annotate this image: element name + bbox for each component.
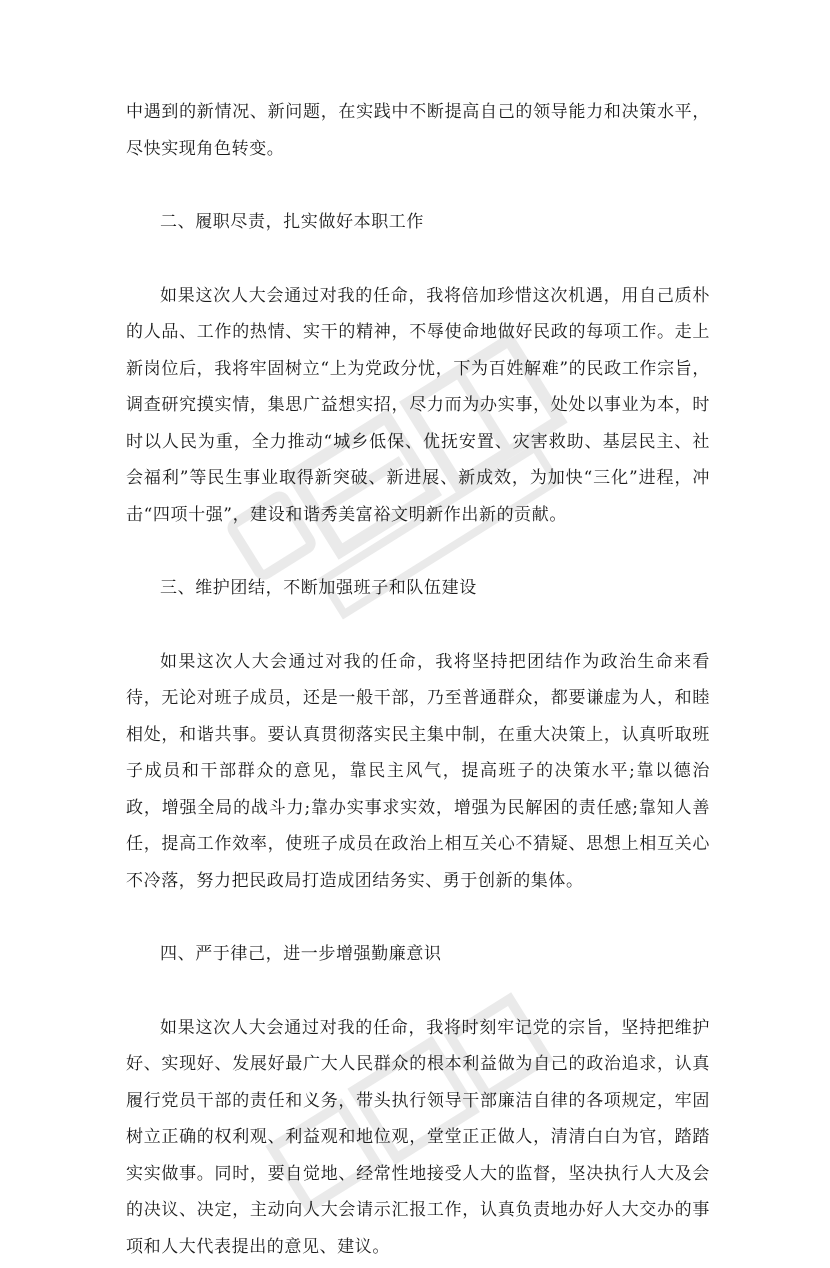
- section-heading-4: 四、严于律己，进一步增强勤廉意识: [160, 944, 442, 964]
- document-body: [126, 94, 710, 1265]
- section-paragraph-2: 如果这次人大会通过对我的任命，我将倍加珍惜这次机遇，用自己质朴的人品、工作的热情、实干的精神，不辱使命地做好民政的每项工作。走上新岗位后，我将牢固树立“上为党政分忧，下为百姓解难”的民政工作宗旨，调查研究摸实情，集思广益想实招，尽力而为办实事，处处以事业为本，时时以人民为重，全力推动“城乡低保、优抚安置、灾害救助、基层民主、社会福利”等民生事业取得新突破、新进展、新成效，为加快“三化”进程，冲击“四项十强”，建设和谐秀美富裕文明新作出新的贡献。: [126, 285, 710, 525]
- section-heading-3: 三、维护团结，不断加强班子和队伍建设: [160, 578, 477, 598]
- section-paragraph-4: 如果这次人大会通过对我的任命，我将时刻牢记党的宗旨，坚持把维护好、实现好、发展好最广大人民群众的根本利益做为自己的政治追求，认真履行党员干部的责任和义务，带头执行领导干部廉洁自律的各项规定，牢固树立正确的权利观、利益观和地位观，堂堂正正做人，清清白白为官，踏踏实实做事。同时，要自觉地、经常性地接受人大的监督，坚决执行人大及会的决议、决定，主动向人大会请示汇报工作，认真负责地办好人大交办的事项和人大代表提出的意见、建议。: [126, 1017, 710, 1257]
- section-paragraph-3: 如果这次人大会通过对我的任命，我将坚持把团结作为政治生命来看待，无论对班子成员，还是一般干部，乃至普通群众，都要谦虚为人，和睦相处，和谐共事。要认真贯彻落实民主集中制，在重大决策上，认真听取班子成员和干部群众的意见，靠民主风气，提高班子的决策水平;靠以德治政，增强全局的战斗力;靠办实事求实效，增强为民解困的责任感;靠知人善任，提高工作效率，使班子成员在政治上相互关心不猜疑、思想上相互关心不冷落，努力把民政局打造成团结务实、勇于创新的集体。: [126, 651, 710, 891]
- continuation-paragraph: 中遇到的新情况、新问题，在实践中不断提高自己的领导能力和决策水平，尽快实现角色转变。: [126, 102, 710, 159]
- section-heading-2: 二、履职尽责，扎实做好本职工作: [160, 212, 424, 232]
